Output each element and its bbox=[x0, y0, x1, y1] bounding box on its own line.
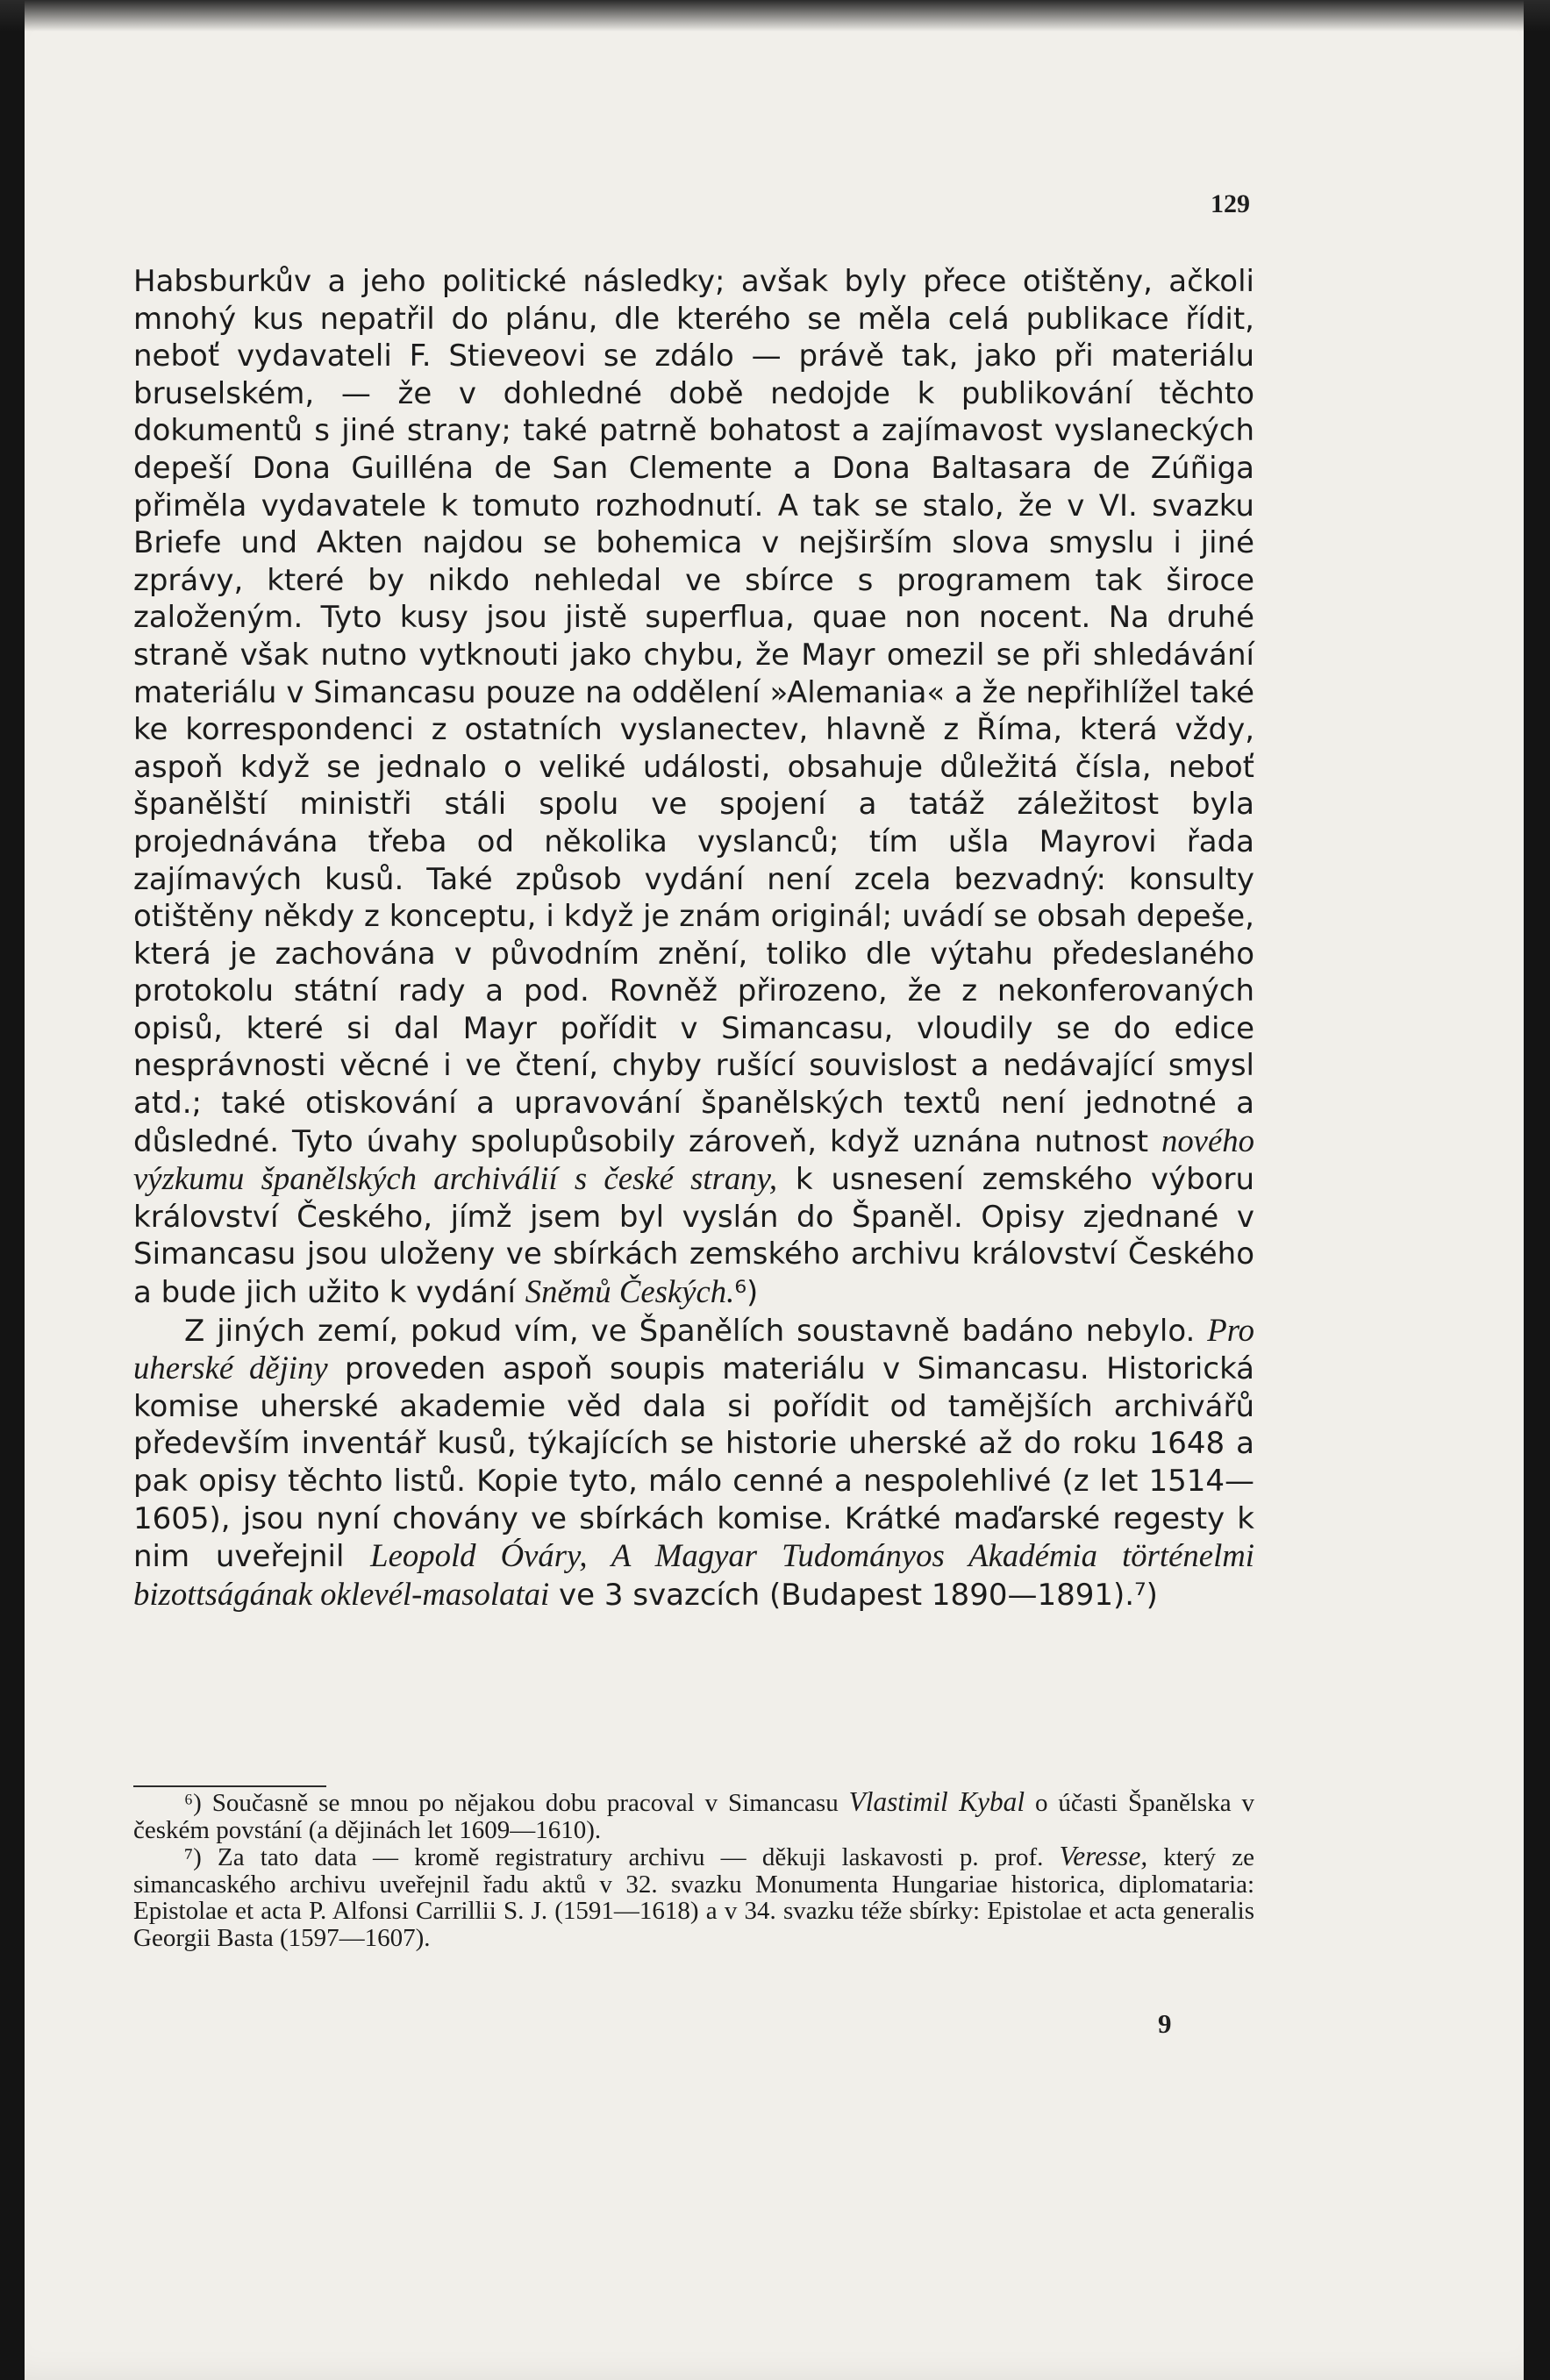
italic-span: Leopold Óváry, A Magyar Tudományos Akadémia történelmi bizottságának oklevél-masolatai bbox=[133, 1537, 1254, 1612]
text-span: Z jiných zemí, pokud vím, ve Španělích soustavně badáno nebylo. bbox=[184, 1313, 1208, 1349]
scan-edge-right bbox=[1524, 0, 1550, 2380]
paragraph bbox=[133, 1312, 1254, 1614]
scan-edge-top bbox=[0, 0, 1550, 32]
italic-span: Veresse, bbox=[1059, 1841, 1148, 1871]
text-span: ⁶) Současně se mnou po nějakou dobu pracoval v Simancasu bbox=[184, 1789, 849, 1817]
text-span: o účasti Španělska v českém povstání (a dějinách let 1609—1610). bbox=[133, 1789, 1254, 1844]
footnote bbox=[133, 1843, 1254, 1951]
scan-edge-left bbox=[0, 0, 25, 2380]
footnote-ref: ⁶) bbox=[734, 1275, 759, 1311]
text-span: proveden aspoň soupis materiálu v Simancasu. Historická komise uherské akademie věd dala si pořídit od tamějších archivářů především inventář kusů, týkajících se historie uherské až do roku 1648 a pak opisy těchto listů. Kopie tyto, málo cenné a nespolehlivé (z let 1514—1605), jsou nyní chovány ve sbírkách komise. Krátké maďarské regesty k nim uveřejnil bbox=[133, 1351, 1254, 1575]
text-span: Habsburkův a jeho politické následky; avšak byly přece otištěny, ačkoli mnohý kus nepatřil do plánu, dle kterého se měla celá publikace řídit, neboť vydavateli F. Stieveovi se zdálo — právě tak, jako při materiálu bruselském, — že v dohledné době nedojde k publikování těchto dokumentů s jiné strany; také patrně bohatost a zajímavost vyslaneckých depeší Dona Guilléna de San Clemente a Dona Baltasara de Zúñiga přiměla vydavatele k tomuto rozhodnutí. A tak se stalo, že v VI. svazku Briefe und Akten najdou se bohemica v nejširším slova smyslu i jiné zprávy, které by nikdo nehledal ve sbírce s programem tak široce založeným. Tyto kusy jsou jistě superflua, quae non nocent. Na druhé straně však nutno vytknouti jako chybu, že Mayr omezil se při shledávání materiálu v Simancasu pouze na oddělení »Alemania« a že nepřihlížel také ke korrespondenci z ostatních vyslanectev, hlavně z Říma, která vždy, aspoň když se jednalo o veliké události, obsahuje důležitá čísla, neboť španělští ministři stáli spolu ve spojení a tatáž záležitost byla projednávána třeba od několika vyslanců; tím ušla Mayrovi řada zajímavých kusů. Také způsob vydání není zcela bezvadný: konsulty otištěny někdy z konceptu, i když je znám originál; uvádí se obsah depeše, která je zachována v původním znění, toliko dle výtahu předeslaného protokolu státní rady a pod. Rovněž přirozeno, že z nekonferovaných opisů, které si dal Mayr pořídit v Simancasu, vloudily se do edice nesprávnosti věcné i ve čtení, chyby rušící souvislost a nedávající smysl atd.; také otiskování a upravování španělských textů není jednotné a důsledné. Tyto úvahy spolupůsobily zároveň, když uznána nutnost bbox=[133, 264, 1254, 1159]
italic-span: nového výzkumu španělských archiválií s české strany, bbox=[133, 1122, 1254, 1197]
body-text bbox=[133, 263, 1254, 1614]
text-span: k usnesení zemského výboru království Českého, jímž jsem byl vyslán do Španěl. Opisy zjednané v Simancasu jsou uloženy ve sbírkách zemského archivu království Českého a bude jich užito k vydání bbox=[133, 1162, 1254, 1311]
footnote-divider bbox=[133, 1785, 326, 1787]
text-span: který ze simancaského archivu uveřejnil řadu aktů v 32. svazku Monumenta Hungariae historica, diplomataria: Epistolae et acta P. Alfonsi Carrillii S. J. (1591—1618) a v 34. svazku téže sbírky: Epistolae et acta generalis Georgii Basta (1597—1607). bbox=[133, 1843, 1254, 1952]
footnote bbox=[133, 1786, 1254, 1844]
footnotes bbox=[133, 1786, 1254, 1952]
italic-span: Vlastimil Kybal bbox=[848, 1786, 1025, 1817]
text-span: ⁷) Za tato data — kromě registratury archivu — děkuji laskavosti p. prof. bbox=[184, 1843, 1060, 1871]
signature-mark: 9 bbox=[1158, 2008, 1172, 2039]
paragraph bbox=[133, 263, 1254, 1312]
text-span: ve 3 svazcích (Budapest 1890—1891).⁷) bbox=[549, 1577, 1158, 1613]
italic-span: Sněmů Českých. bbox=[525, 1273, 735, 1310]
italic-span: Pro uherské dějiny bbox=[133, 1311, 1254, 1386]
page-number: 129 bbox=[1211, 189, 1250, 218]
